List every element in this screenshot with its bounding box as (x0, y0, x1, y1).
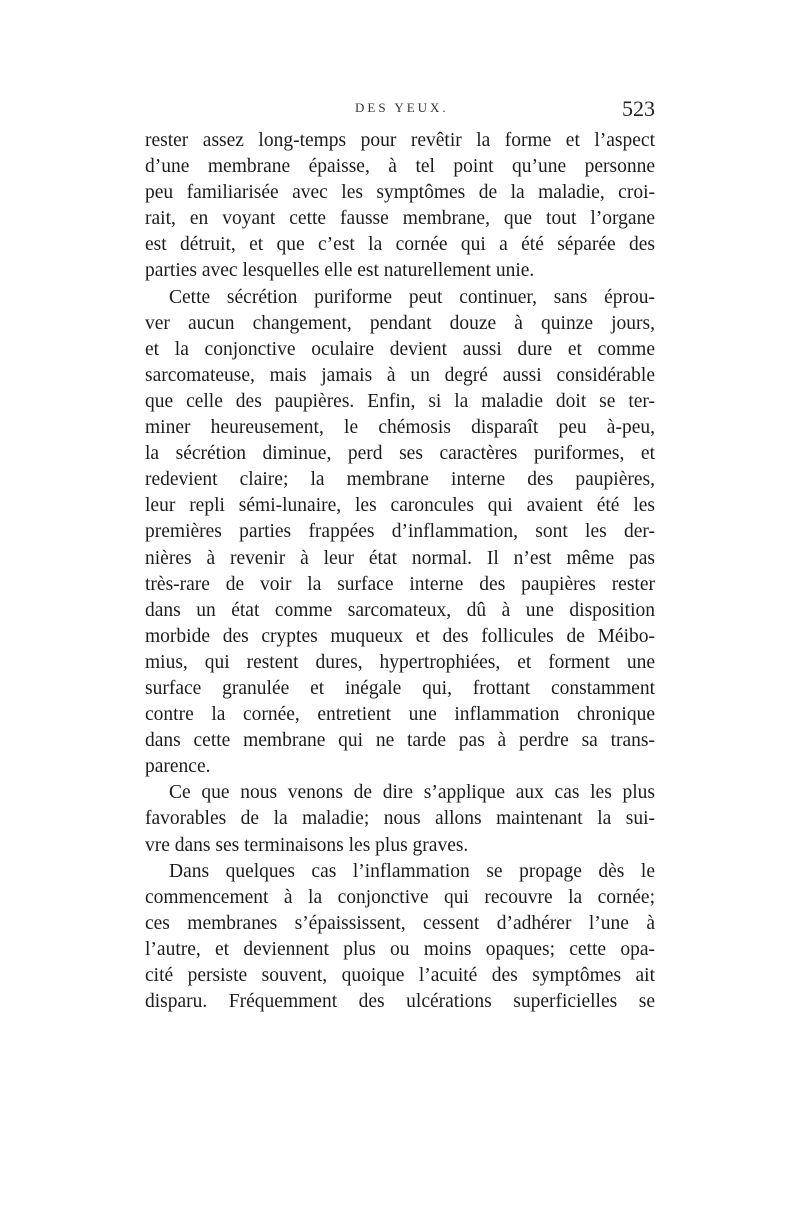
text-line: favorables de la maladie; nous allons maintenant la sui- (145, 808, 655, 830)
text-line: et la conjonctive oculaire devient aussi dure et comme (145, 338, 655, 360)
text-line: est détruit, et que c’est la cornée qui a été séparée des (145, 234, 655, 256)
text-line: parence. (145, 756, 211, 778)
page-number: 523 (622, 96, 655, 121)
text-line: ces membranes s’épaississent, cessent d’adhérer l’une à (145, 912, 655, 934)
text-line: leur repli sémi-lunaire, les caroncules qui avaient été les (145, 495, 655, 517)
running-title: DES YEUX. (355, 100, 449, 115)
text-line: redevient claire; la membrane interne des paupières, (145, 469, 655, 491)
text-line: cité persiste souvent, quoique l’acuité des symptômes ait (145, 965, 655, 986)
text-line: la sécrétion diminue, perd ses caractères puriformes, et (145, 443, 655, 465)
text-line: miner heureusement, le chémosis disparaît peu à-peu, (145, 417, 655, 439)
text-line: mius, qui restent dures, hypertrophiées, et forment une (145, 651, 655, 673)
body-text (145, 128, 655, 1015)
text-line: Ce que nous venons de dire s’applique aux cas les plus (169, 782, 655, 804)
text-line: rester assez long-temps pour revêtir la forme et l’aspect (145, 130, 655, 151)
text-line: nières à revenir à leur état normal. Il n’est même pas (145, 547, 655, 569)
text-line: dans un état comme sarcomateux, dû à une disposition (145, 599, 655, 621)
text-line: morbide des cryptes muqueux et des follicules de Méibo- (145, 625, 655, 647)
text-line: peu familiarisée avec les symptômes de la maladie, croi- (145, 182, 655, 204)
page-header (145, 96, 655, 128)
text-line: rait, en voyant cette fausse membrane, que tout l’organe (145, 208, 655, 230)
text-line: parties avec lesquelles elle est naturellement unie. (145, 260, 535, 282)
text-line: surface granulée et inégale qui, frottant constamment (145, 677, 655, 699)
text-line: que celle des paupières. Enfin, si la maladie doit se ter- (145, 390, 655, 412)
text-line: Cette sécrétion puriforme peut continuer, sans éprou- (169, 286, 655, 308)
text-line: disparu. Fréquemment des ulcérations superficielles se (145, 991, 655, 1013)
text-line: très-rare de voir la surface interne des paupières rester (145, 573, 655, 595)
text-line: premières parties frappées d’inflammation, sont les der- (145, 521, 655, 543)
text-line: vre dans ses terminaisons les plus graves. (145, 834, 469, 856)
text-line: ver aucun changement, pendant douze à quinze jours, (145, 312, 655, 334)
text-line: d’une membrane épaisse, à tel point qu’une personne (145, 156, 655, 178)
text-line: Dans quelques cas l’inflammation se propage dès le (169, 860, 655, 882)
text-line: l’autre, et deviennent plus ou moins opaques; cette opa- (145, 938, 655, 960)
text-line: sarcomateuse, mais jamais à un degré aussi considérable (145, 364, 655, 386)
text-line: dans cette membrane qui ne tarde pas à perdre sa trans- (145, 730, 655, 752)
text-line: contre la cornée, entretient une inflammation chronique (145, 704, 655, 726)
text-line: commencement à la conjonctive qui recouvre la cornée; (145, 886, 655, 908)
